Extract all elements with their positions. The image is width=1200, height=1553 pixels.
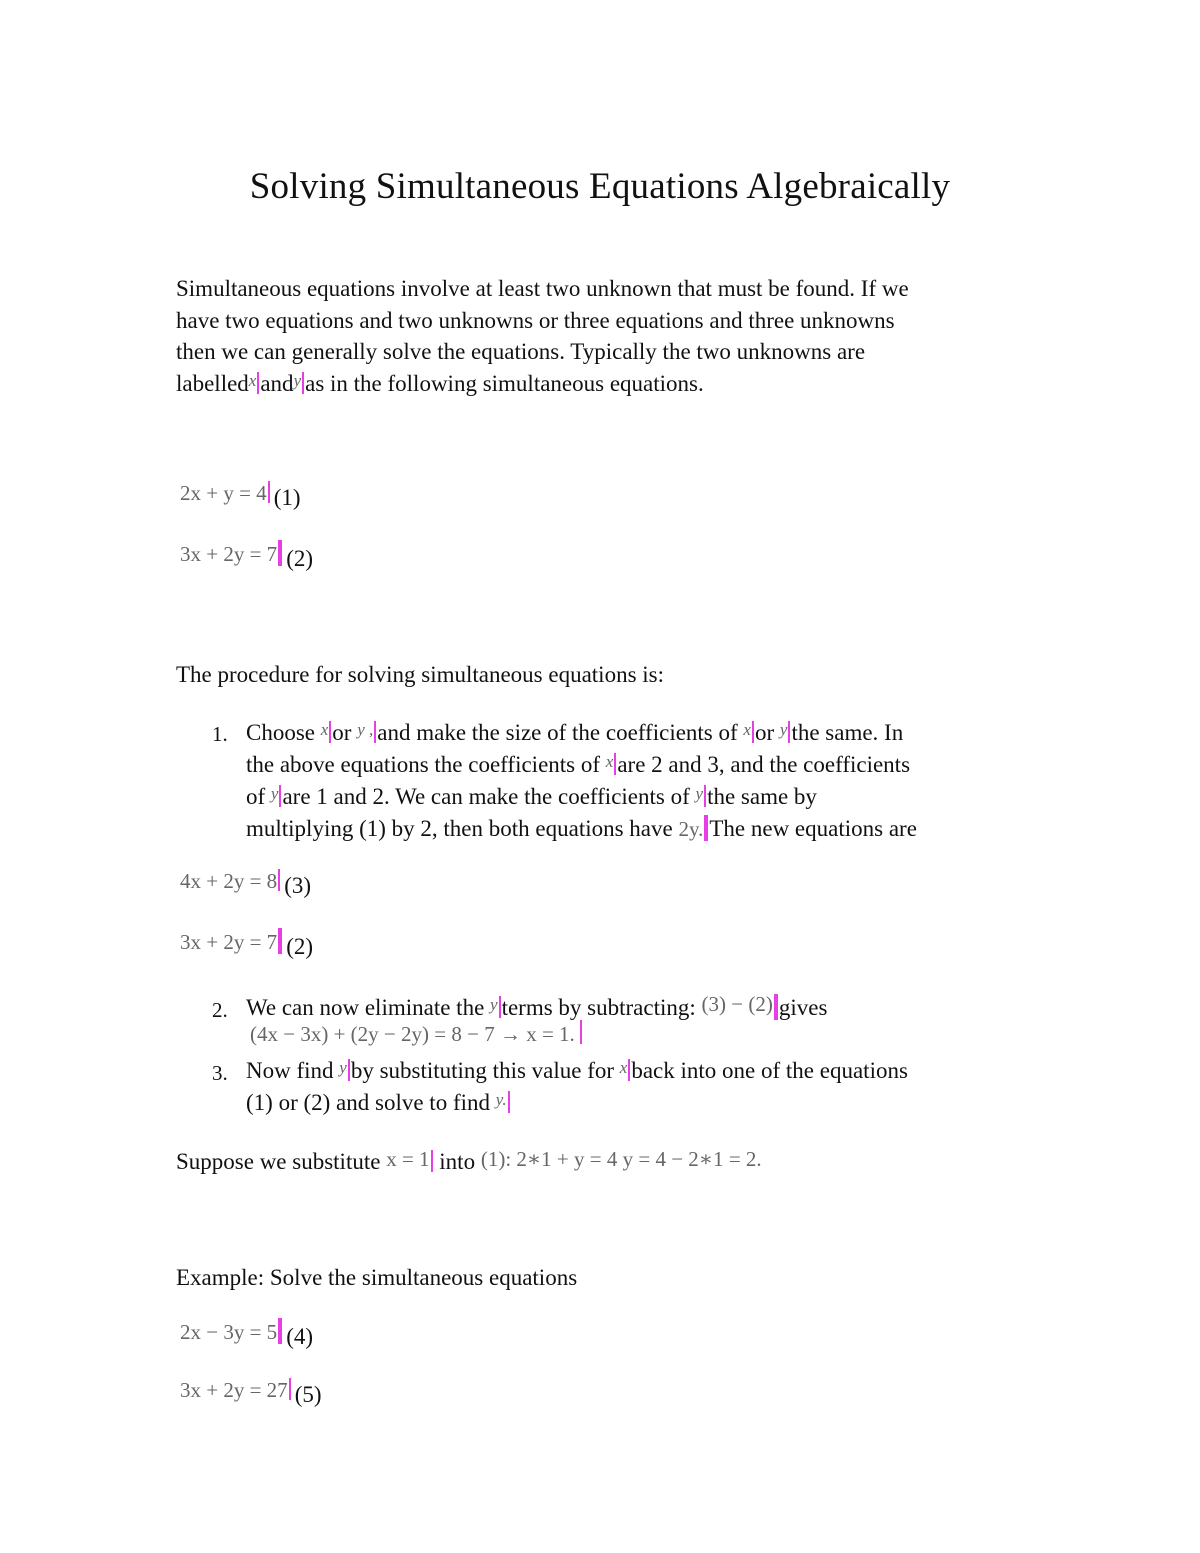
math-y: y: [293, 370, 302, 390]
edit-marker: [704, 815, 708, 841]
math-y: y: [339, 1058, 347, 1077]
math-expr: (3) − (2): [701, 992, 773, 1016]
step-text: back into one of the equations: [631, 1058, 908, 1083]
intro-text: as in the following simultaneous equations.: [305, 370, 704, 396]
edit-marker: [329, 721, 331, 743]
step-2-number: 2.: [212, 998, 228, 1022]
math-x: x: [743, 720, 751, 739]
step-text: or: [754, 720, 775, 745]
edit-marker: [348, 1059, 350, 1081]
substitute-text: into: [439, 1149, 476, 1174]
step-1-line-3: [246, 781, 817, 815]
intro-line-4: [176, 368, 1036, 402]
edit-marker: [278, 1318, 282, 1344]
equation-5: [180, 1377, 322, 1407]
edit-marker: [580, 1020, 582, 1044]
step-text: Choose: [246, 720, 315, 745]
step-text: gives: [778, 995, 828, 1020]
page-title: Solving Simultaneous Equations Algebraically: [249, 165, 951, 207]
equation-label: (2): [286, 546, 314, 571]
math-y: y: [779, 720, 788, 739]
substitute-line: [176, 1146, 762, 1179]
edit-marker: [268, 481, 270, 503]
edit-marker: [302, 372, 304, 394]
step-text: of: [246, 784, 266, 809]
edit-marker: [431, 1150, 433, 1172]
step-text: and make the size of the coefficients of: [377, 720, 738, 745]
step-text: the same. In: [791, 720, 904, 745]
step-3-line-2: [246, 1087, 511, 1121]
equation-expr: 2x − 3y = 5: [180, 1320, 278, 1344]
edit-marker: [374, 721, 376, 743]
step-text: are 2 and 3, and the coefficients: [617, 752, 911, 777]
step-1-line-4: [246, 813, 917, 846]
equation-expr: 3x + 2y = 27: [180, 1378, 288, 1402]
math-expr: (1): 2∗1 + y = 4 y = 4 − 2∗1 = 2.: [480, 1147, 762, 1171]
step-text: the above equations the coefficients of: [246, 752, 601, 777]
procedure-heading: The procedure for solving simultaneous equations is:: [176, 662, 665, 687]
equation-expr: 2x + y = 4: [180, 481, 267, 505]
step-2-line-2: [250, 1020, 583, 1047]
equation-expr: 4x + 2y = 8: [180, 869, 278, 893]
equation-label: (2): [286, 934, 314, 959]
math-x: x: [619, 1058, 628, 1077]
step-text: The new equations are: [709, 816, 917, 841]
step-3-line-1: [246, 1055, 908, 1089]
math-expr: (4x − 3x) + (2y − 2y) = 8 − 7 → x = 1.: [250, 1022, 575, 1046]
step-text: are 1 and 2. We can make the coefficients of: [282, 784, 690, 809]
math-expr: 2y.: [678, 817, 704, 841]
equation-label: (1): [273, 485, 301, 510]
math-expr: x = 1: [386, 1147, 430, 1171]
intro-line-3: then we can generally solve the equations. Typically the two unknowns are: [176, 339, 866, 364]
step-1-number: 1.: [212, 722, 228, 746]
example-heading: Example: Solve the simultaneous equations: [176, 1265, 578, 1290]
step-text: by substituting this value for: [350, 1058, 615, 1083]
intro-paragraph: [176, 273, 1036, 401]
equation-1: [180, 480, 301, 510]
equation-label: (4): [286, 1324, 314, 1349]
step-3-number: 3.: [212, 1061, 228, 1085]
edit-marker: [704, 785, 706, 807]
edit-marker: [289, 1378, 291, 1400]
substitute-text: Suppose we substitute: [176, 1149, 381, 1174]
math-y: y: [270, 784, 279, 803]
edit-marker: [774, 994, 778, 1020]
intro-text: labelled: [176, 370, 249, 396]
math-x: x: [320, 720, 329, 739]
math-x: x: [248, 370, 257, 390]
edit-marker: [508, 1091, 510, 1113]
edit-marker: [499, 996, 501, 1018]
math-y: y: [490, 995, 498, 1014]
intro-text: and: [260, 370, 294, 396]
step-1-line-2: [246, 749, 910, 783]
equation-label: (3): [284, 873, 312, 898]
equation-2-repeat: [180, 928, 314, 959]
math-y: y ,: [357, 720, 374, 739]
edit-marker: [278, 869, 280, 891]
step-1-line-1: [246, 717, 903, 751]
step-text: terms by subtracting:: [501, 995, 696, 1020]
step-text: (1) or (2) and solve to find: [246, 1090, 490, 1115]
equation-4: [180, 1318, 314, 1349]
math-y: y.: [495, 1090, 507, 1109]
edit-marker: [752, 721, 754, 743]
edit-marker: [278, 928, 282, 954]
intro-line-1: Simultaneous equations involve at least two unknown that must be found. If we: [176, 276, 909, 301]
intro-line-2: have two equations and two unknowns or three equations and three unknowns: [176, 307, 895, 333]
step-text: Now find: [246, 1058, 334, 1083]
step-text: the same by: [707, 784, 817, 809]
equation-2: [180, 540, 314, 571]
equation-expr: 3x + 2y = 7: [180, 542, 278, 566]
step-text: We can now eliminate the: [246, 995, 485, 1020]
math-x: x: [605, 752, 614, 771]
step-text: or: [332, 720, 352, 745]
step-text: multiplying (1) by 2, then both equations have: [246, 816, 673, 841]
equation-3: [180, 868, 312, 898]
equation-expr: 3x + 2y = 7: [180, 930, 278, 954]
equation-label: (5): [294, 1382, 322, 1407]
edit-marker: [278, 540, 282, 566]
math-y: y: [695, 784, 704, 803]
